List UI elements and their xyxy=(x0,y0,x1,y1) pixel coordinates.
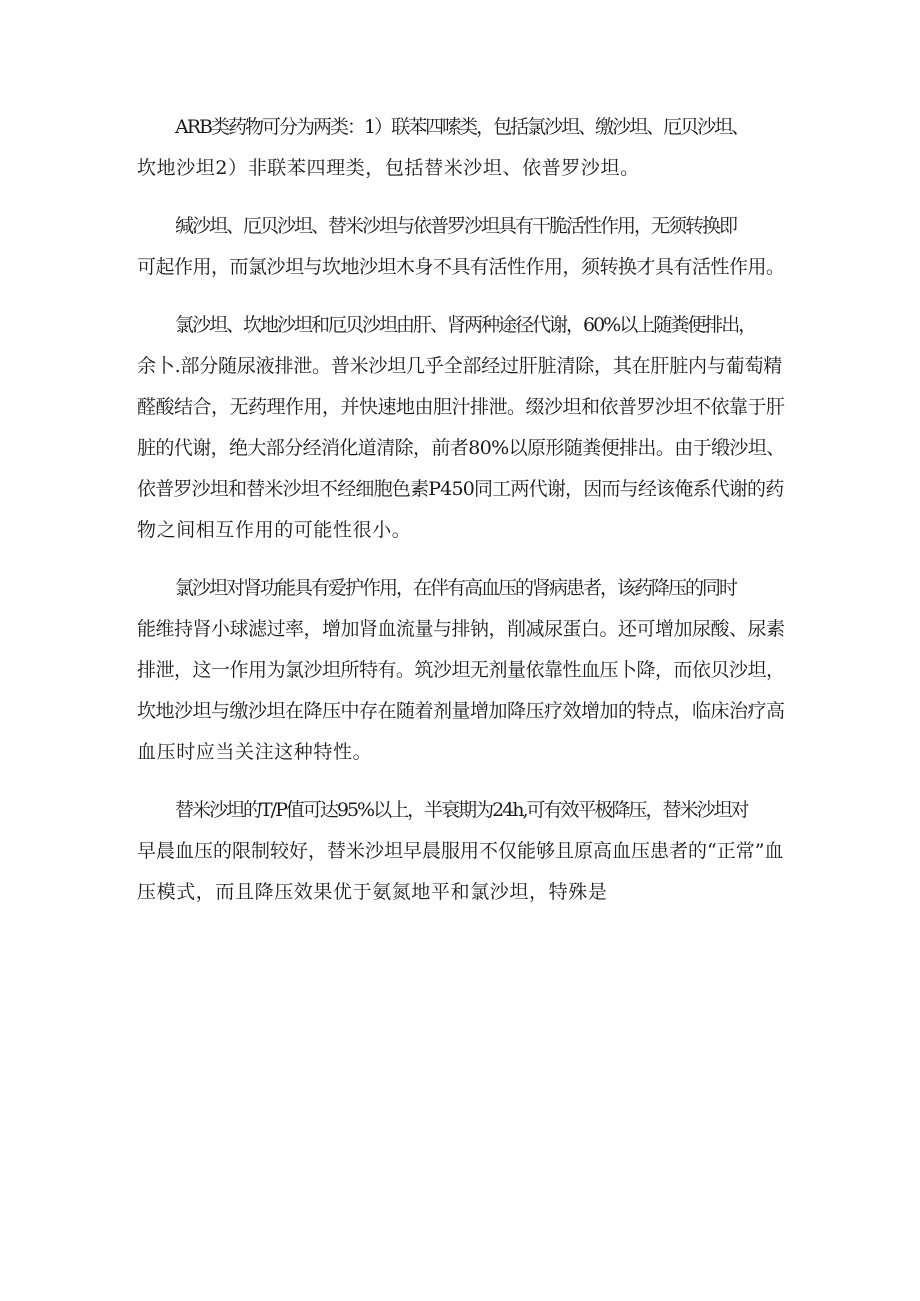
text-line: 氯沙坦对肾功能具有爱护作用，在伴有高血压的肾病患者，该药降压的同时 xyxy=(175,577,737,599)
text-line: 脏的代谢，绝大部分经消化道清除，前者80%以原形随粪便排出。由于缎沙坦、 xyxy=(137,437,785,459)
paragraph-renal-protection xyxy=(137,568,785,773)
text-line: 血压时应当关注这种特性。 xyxy=(137,741,373,763)
text-line: 醛酸结合，无药理作用，并快速地由胆汁排泄。缀沙坦和依普罗沙坦不依靠于肝 xyxy=(137,396,785,418)
text-line: 坎地沙坦2）非联苯四理类，包括替米沙坦、依普罗沙坦。 xyxy=(137,157,640,179)
text-line: 坎地沙坦与缴沙坦在降压中存在随着剂量增加降压疗效增加的特点，临床治疗高 xyxy=(137,700,785,722)
text-line: 氯沙坦、坎地沙坦和厄贝沙坦由肝、肾两种途径代谢，60%以上随粪便排出， xyxy=(175,314,756,336)
paragraph-arb-classification xyxy=(137,107,785,189)
paragraph-activity xyxy=(137,206,785,288)
text-line: 压模式，而且降压效果优于氨氮地平和氯沙坦，特殊是 xyxy=(137,881,608,903)
text-line: 替米沙坦的T/P值可达95%以上，半衰期为24h,可有效平极降压，替米沙坦对 xyxy=(175,799,748,821)
text-line: ARB类药物可分为两类：1）联苯四嗦类，包括氯沙坦、缴沙坦、厄贝沙坦、 xyxy=(175,116,749,138)
text-line: 物之间相互作用的可能性很小。 xyxy=(137,519,412,541)
text-line: 早晨血压的限制较好，替米沙坦早晨服用不仅能够且原高血压患者的“正常”血 xyxy=(137,840,784,862)
text-line: 排泄，这一作用为氯沙坦所特有。筑沙坦无剂量依靠性血压卜降，而依贝沙坦， xyxy=(137,659,785,681)
paragraph-telmisartan xyxy=(137,790,785,913)
text-line: 余卜.部分随尿液排泄。普米沙坦几乎全部经过肝脏清除，其在肝脏内与葡萄精 xyxy=(137,355,783,377)
text-line: 能维持肾小球滤过率，增加肾血流量与排钠，削减尿蛋白。还可增加尿酸、尿素 xyxy=(137,618,785,640)
text-line: 依普罗沙坦和替米沙坦不经细胞色素P450同工两代谢，因而与经该俺系代谢的药 xyxy=(137,478,784,500)
text-line: 缄沙坦、厄贝沙坦、替米沙坦与依普罗沙坦具有干脆活性作用，无须转换即 xyxy=(175,215,737,237)
text-line: 可起作用，而氯沙坦与坎地沙坦木身不具有活性作用，须转换才具有活性作用。 xyxy=(137,256,785,278)
document-body xyxy=(137,107,785,930)
paragraph-metabolism xyxy=(137,305,785,551)
